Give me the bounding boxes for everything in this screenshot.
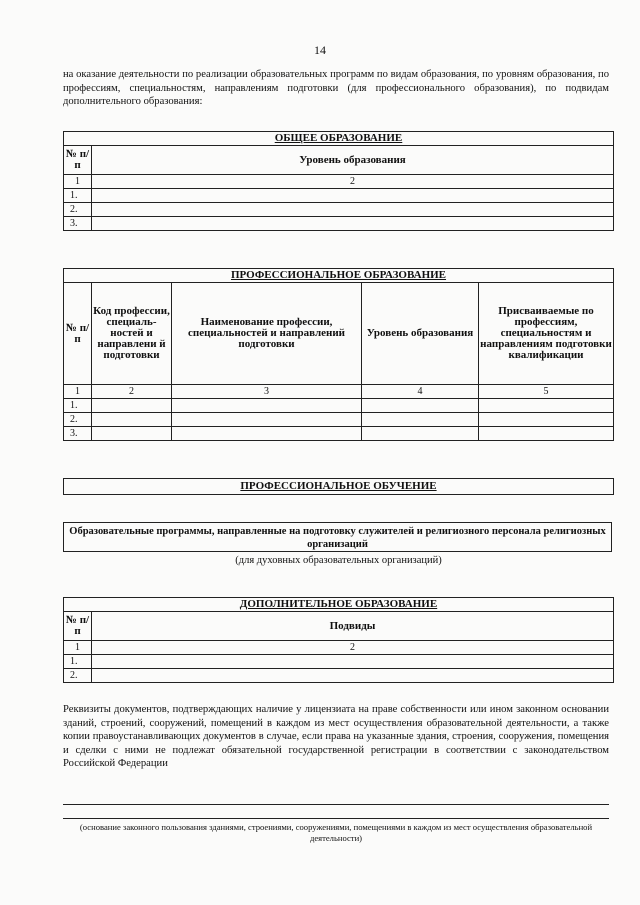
footnote: (основание законного пользования зданиями, строениями, сооружениями, помещениями в каждом из мест осуществления образовательной деятельности) — [79, 822, 593, 843]
table-row — [64, 413, 614, 427]
col-qualification-header: Присваиваемые по профессиям, специальностям и направлениям подготовки квалификации — [479, 283, 614, 385]
additional-education-table — [63, 597, 614, 683]
index-cell: 4 — [362, 385, 479, 399]
professional-education-title: ПРОФЕССИОНАЛЬНОЕ ОБРАЗОВАНИЕ — [64, 269, 614, 283]
col-number-header: № п/п — [64, 283, 92, 385]
col-name-header: Наименование профессии, специальностей и направлений подготовки — [172, 283, 362, 385]
religious-programs-title: Образовательные программы, направленные на подготовку служителей и религиозного персонала религиозных организаций — [69, 526, 606, 550]
row-number: 2. — [64, 413, 92, 427]
fill-line-1 — [63, 804, 609, 805]
row-number: 1. — [64, 399, 92, 413]
row-number: 2. — [64, 669, 92, 683]
table-row — [64, 189, 614, 203]
requisites-paragraph — [63, 703, 609, 771]
requisites-text: Реквизиты документов, подтверждающих наличие у лицензиата на праве собственности или ином законном основании зданий, строений, сооружений, помещений в каждом из мест осуществления образовательной деятельности, а также копии правоустанавливающих документов в случае, если права на указанные здания, строения, сооружения, помещения и сделки с ними не подлежат обязательной государственной регистрации в соответствии с законодательством Российской Федерации — [63, 704, 609, 769]
col-level-header: Уровень образования — [92, 146, 614, 175]
table-row — [64, 669, 614, 683]
index-cell: 1 — [64, 175, 92, 189]
index-cell: 5 — [479, 385, 614, 399]
professional-training-title: ПРОФЕССИОНАЛЬНОЕ ОБУЧЕНИЕ — [240, 480, 437, 492]
row-number: 1. — [64, 189, 92, 203]
general-education-title: ОБЩЕЕ ОБРАЗОВАНИЕ — [64, 132, 614, 146]
index-cell: 2 — [92, 175, 614, 189]
col-level-header: Уровень образования — [362, 283, 479, 385]
row-number: 1. — [64, 655, 92, 669]
professional-training-box — [63, 478, 614, 495]
table-row — [64, 203, 614, 217]
col-code-header: Код профессии, специаль-ностей и направлени й подготовки — [92, 283, 172, 385]
col-subtype-header: Подвиды — [92, 612, 614, 641]
row-number: 2. — [64, 203, 92, 217]
index-cell: 2 — [92, 641, 614, 655]
index-cell: 1 — [64, 385, 92, 399]
index-cell: 2 — [92, 385, 172, 399]
intro-text: на оказание деятельности по реализации образовательных программ по видам образования, по уровням образования, по профессиям, специальностям, направлениям подготовки (для профессионального образования), по подвидам дополнительного образования: — [63, 69, 609, 107]
table-row — [64, 399, 614, 413]
page-number: 14 — [314, 43, 326, 57]
additional-education-title: ДОПОЛНИТЕЛЬНОЕ ОБРАЗОВАНИЕ — [64, 598, 614, 612]
table-row — [64, 217, 614, 231]
intro-paragraph — [63, 68, 609, 109]
index-cell: 1 — [64, 641, 92, 655]
table-row — [64, 427, 614, 441]
professional-education-table — [63, 268, 614, 441]
col-number-header: № п/п — [64, 612, 92, 641]
col-number-header: № п/п — [64, 146, 92, 175]
row-number: 3. — [64, 427, 92, 441]
table-row — [64, 655, 614, 669]
general-education-table — [63, 131, 614, 231]
index-cell: 3 — [172, 385, 362, 399]
religious-programs-subtitle: (для духовных образовательных организаций) — [235, 555, 442, 566]
row-number: 3. — [64, 217, 92, 231]
religious-programs-box — [63, 522, 612, 552]
fill-line-2 — [63, 818, 609, 819]
